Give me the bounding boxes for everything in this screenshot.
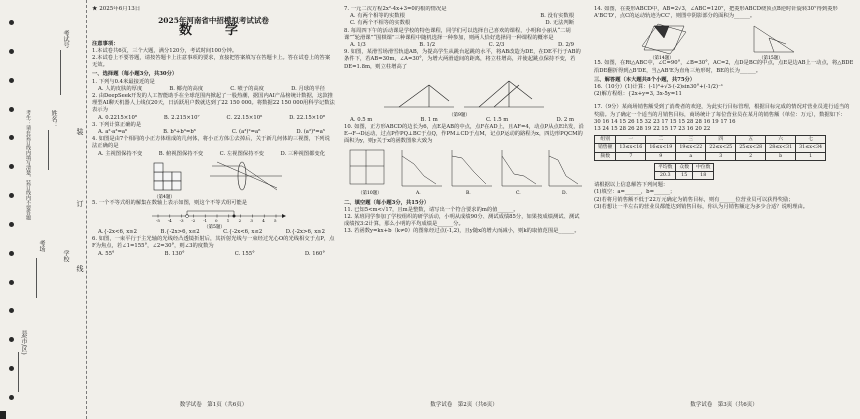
option: A.{-2x<6, x≥2	[98, 229, 137, 236]
q2-options	[92, 115, 335, 122]
field-room: 考场	[38, 240, 45, 252]
number-line-label: -3	[179, 218, 184, 224]
option: C.{-2x<6, x≤2	[223, 229, 263, 236]
table-row: 平均数 众数 中位数	[655, 163, 714, 171]
question-8: 8. 每周四下午的活动课是学校的特色课程，同学们可以选择自己喜欢的课程，小明和小丽从“二胡课”“轮滑课”“围棋课”三种课程中随机选择一种参加，则两人恰好选择同一种课程的概率是	[344, 27, 571, 41]
option: A. 0.2215×10⁸	[98, 114, 138, 121]
table-row: 组别 一 二 三 四 五 六 七	[595, 136, 826, 144]
question-5: 5. 一个不等式组的解集在数轴上表示如图，则这个不等式组可能是	[92, 199, 248, 206]
notice-heading: 注意事项：	[92, 40, 119, 47]
option: B. 没有实数根	[540, 13, 574, 20]
ski-figure	[344, 71, 584, 117]
q7-options-2	[344, 20, 584, 27]
page-footer: 数学试卷 第1页（共6页）	[179, 401, 248, 408]
option: D. 月球的半径	[291, 85, 325, 92]
option: D. 2/9	[558, 42, 574, 49]
q10-option-d: D.	[562, 190, 567, 196]
table-row: 20.3 15 18	[655, 172, 714, 180]
exam-date: ★ 2025年6月13日	[92, 6, 141, 12]
fig4-caption: （第4题）	[154, 194, 175, 200]
question-11: 11. 已知5<m<√17，且m是整数，请写出一个符合要求的m的值______。	[344, 206, 519, 213]
option: B. b³+b³=b⁶	[163, 129, 196, 136]
number-line-label: 4	[262, 218, 265, 224]
fig15-caption: （第15题）	[759, 56, 783, 61]
option: C. 有两个不相等的实数根	[350, 20, 411, 27]
q17-part-2: (2)若将月销售额不低于22万元确定为销售目标，则有______位营业员可以获得奖励；	[594, 196, 794, 203]
rhombus-figure	[594, 20, 854, 60]
binding-word-2: 订	[76, 200, 84, 207]
q17-part-1: (1)填空：a=______，b=______；	[594, 189, 676, 196]
question-3: 3. 下列计算正确的是	[92, 121, 142, 128]
number-line-label: -2	[191, 218, 196, 224]
section-solve: 三、解答题（本大题共8个小题，共75分）	[594, 76, 696, 83]
option: A. 55°	[98, 250, 115, 257]
field-exam-number: 考试号	[62, 30, 69, 48]
option: A. a²·a³=a⁶	[98, 129, 128, 136]
frequency-table	[594, 135, 826, 161]
option: C. 左视图保持不变	[219, 150, 264, 157]
question-12: 12. 某班同学参加了学校组织的研学活动，小明从成绩90分、测试成绩85分，如果按成绩测试、测试成绩按3:2计算，那么小明的平均成绩是______分。	[344, 214, 580, 228]
option: B. 椰壳的高度	[169, 85, 204, 92]
question-13: 13. 若函数y=kx+b（k≠0）的图象经过点(-1,2)，且y随x的增大而减小，则k的取值范围是______。	[344, 228, 580, 235]
page-3	[594, 6, 854, 411]
option: C. 22.15×10⁶	[226, 114, 263, 121]
corner-mark	[0, 411, 6, 419]
option: C. (a³)²=a⁶	[231, 129, 261, 136]
cube-and-lens-figures	[92, 158, 335, 200]
question-16b: (2)解方程组：{2x+y=3, 3x-5y=11	[594, 91, 682, 98]
function-graph-figures	[344, 146, 584, 198]
option: A. 0.5 m	[350, 116, 373, 123]
q17-part-3: (3)若想让一半左右的营业员都能达到销售目标，你认为月销售额定为多少合适？说明理由。	[594, 203, 809, 210]
option: D. 160°	[304, 250, 325, 257]
number-line	[92, 207, 335, 229]
q10-option-c: C.	[516, 190, 521, 196]
notice-item: 1.本试卷共6页，三个大题，满分120分，考试时间100分钟。	[92, 47, 238, 54]
binding-dots	[4, 20, 18, 400]
fig14-caption: （第14题）	[650, 56, 674, 61]
page-footer: 数学试卷 第3页（共6页）	[690, 401, 758, 408]
option: C. 喷子的高度	[230, 85, 264, 92]
option: D. 2 m	[556, 116, 574, 123]
figures-4-6	[92, 158, 335, 200]
option: D. 三种视图都变化	[280, 150, 325, 157]
stats-table	[654, 163, 714, 180]
question-4: 4. 如图是由7个相同的小正方体组成的几何体，将小正方体①去掉后，关于新几何体的三视图，下列说法正确的是	[92, 136, 330, 150]
question-14: 14. 如图，在菱形ABCD中，AB=2√3，∠ABC=120°，把菱形ABCD绕顶点B逆时针旋转30°得到菱形A'BC'D'，点C的运动轨迹为CC'，则图中阴影部分的面积为______。	[594, 6, 838, 20]
fig9-caption: （第9题）	[449, 112, 470, 117]
number-line-label: -1	[203, 218, 208, 224]
option: A. 人的皮肤的厚度	[98, 85, 143, 92]
option: B. 俯视图保持不变	[158, 150, 204, 157]
number-line-label: 0	[215, 218, 218, 224]
question-6: 6. 如图，一束平行于主光轴的光线经凸透镜折射后，其折射光线与一束经过光心O的光线相交于点P，点F为焦点，若∠1=155°，∠2=30°，则∠3的度数为	[92, 236, 335, 250]
option: C. 1.5 m	[485, 116, 509, 123]
number-line-label: 5	[274, 218, 277, 224]
number-line-label: 1	[226, 218, 230, 224]
number-line-label: 3	[250, 218, 253, 224]
option: D. (a²)³=a⁵	[296, 129, 325, 136]
exam-title: 2025年河南省中招模拟考试试卷	[158, 16, 269, 26]
page-2	[344, 6, 584, 411]
table-row: 频数 7 9 a 3 2 b 1	[595, 152, 826, 160]
question-10: 10. 如图，正方形ABCD的边长为6，点E是AB的中点，点F在AD上，且AF=4，动点P从点E出发，沿E→F→D运动，过点P作PQ⊥BC于点Q，作PM⊥CD于点M，记点P运动的路程为x，四边形PQCM的面积为y，则y关于x的函数图象大致为	[344, 124, 584, 145]
option: C. 155°	[234, 250, 255, 257]
q1-options	[92, 86, 335, 93]
question-15: 15. 如图，在Rt△ABC中，∠C=90°，∠B=30°，AC=2，点D是BC的中点，点E是边AB上一动点，将△BDE沿DE翻折得到△B'DE，当△AB'E为直角三角形时，BE的长为______。	[594, 60, 854, 74]
data-row-2: 13 24 15 28 26 28 19 22 15 17 23 16 20 22	[594, 126, 711, 133]
q17-prompt: 请根据以上信息解答下列问题：	[594, 182, 669, 189]
binding-word-3: 线	[76, 265, 84, 272]
question-1: 1. 下列与0.4米最接近的是	[92, 78, 155, 85]
number-line-label: 2	[238, 218, 242, 224]
q4-options	[92, 151, 335, 158]
option: D. 22.15×10⁸	[289, 114, 325, 121]
page-footer: 数学试卷 第2页（共6页）	[430, 401, 498, 408]
q6-options	[92, 251, 335, 258]
question-9: 9. 如图，某滑雪场滑雪轨道AB，为提高学生从跳台起跳的水平，将AB改造为DE，在DE平行于AB的条件下，若AB=30m，∠A=30°，为增大两滑道间的距离，将立柱增高，并使起跳点保持不变，若DE=1.8m，则立柱增高了	[344, 49, 581, 70]
number-line-label: -4	[167, 218, 172, 224]
question-16: 16.（10分）(1)计算：(-1)⁰+√3·(-2)sin30°+(-1/2)⁻¹	[594, 84, 724, 91]
exam-subject: 数 学	[178, 23, 248, 39]
ski-jump-figures	[344, 71, 584, 117]
binding-word-1: 装	[76, 128, 84, 135]
section-fill: 二、填空题（每小题3分，共15分）	[344, 199, 430, 206]
fig10-caption: （第10题）	[358, 190, 382, 196]
field-name: 姓名：	[50, 110, 57, 128]
question-7: 7. 一元二次方程2x²-4x+3=0的根的情况是	[344, 6, 447, 12]
option: A. 有两个相等的实数根	[350, 13, 405, 20]
section-choice: 一、选择题（每小题3分，共30分）	[92, 71, 178, 78]
number-line-label: -5	[156, 218, 160, 224]
option: A. 主视图保持不变	[98, 150, 143, 157]
field-school: 学校	[62, 250, 69, 262]
option: B. 1/2	[419, 42, 436, 49]
page-1	[92, 6, 335, 411]
q10-option-b: B.	[466, 190, 471, 196]
option: A. 1/3	[350, 42, 366, 49]
q10-graphs	[344, 146, 584, 198]
option: B. 2.215×10⁷	[163, 114, 200, 121]
q10-option-a: A.	[416, 190, 421, 196]
table-row: 销售额 13≤x<16 16≤x<19 19≤x<22 22≤x<25 25≤x<28 28≤x<31 31≤x<34	[595, 144, 826, 152]
question-17: 17.（9分）某商场销售额受到了消费者的欢迎，为此实行目标管理，根据目标完成的情况对营业员进行适当的奖励。为了确定一个适当的月销售目标，商场统计了每位营业员在某月的销售额（单位：万元），数据如下：	[594, 104, 850, 118]
notice-item: 2.本试卷上不要答题，请按答题卡上注意事项的要求，直接把答案填写在答题卡上。答在试卷上的答案无效。	[92, 55, 331, 69]
option: D. 无法判断	[545, 20, 574, 27]
question-2: 2. 由DeepSeek开发的人工智能助手在全球范围内掀起了一股热潮，据国内AI产品榜统计数据，这款推理型AI聊天机器人上线仅20天，日活跃用户数就达到了22 150 000。将数据22 150 000用科学记数法表示为	[92, 93, 335, 114]
binding-margin	[0, 0, 87, 419]
option: B. 130°	[164, 250, 185, 257]
option: B.{-2x>6, x≤2	[160, 229, 200, 236]
number-line-figure	[92, 207, 335, 229]
option: C. 2/3	[488, 42, 505, 49]
field-county: 县(市/区)	[20, 330, 27, 355]
option: D.{-2x>6, x≥2	[285, 229, 325, 236]
q14-q15-figures	[594, 20, 854, 60]
option: B. 1 m	[420, 116, 438, 123]
binding-note: 考生：请在装订线内填写清楚，装订线内不要答题	[25, 110, 31, 220]
q9-options	[344, 117, 584, 124]
fig5-caption: （第5题）	[204, 225, 225, 230]
data-row-1: 30 16 14 15 26 15 32 23 17 15 15 28 28 16 19 17 16	[594, 118, 736, 125]
